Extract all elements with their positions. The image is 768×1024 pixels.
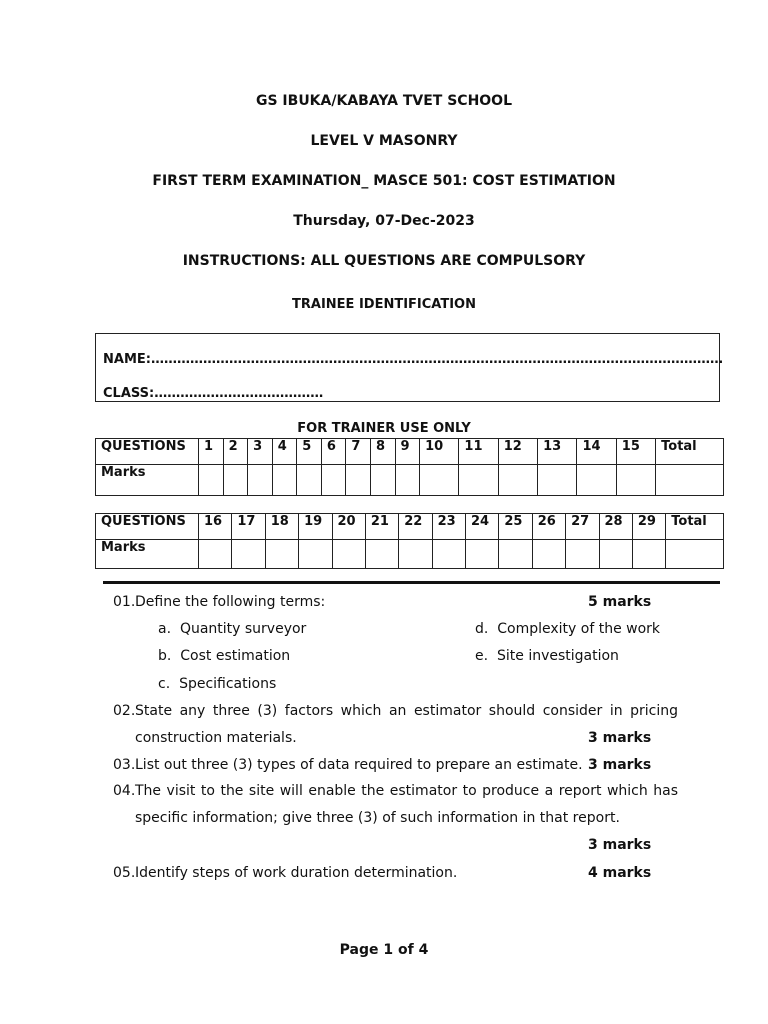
question-number: 04. (113, 783, 136, 799)
list-item: d. Complexity of the work (475, 621, 661, 637)
question-marks: 4 marks (588, 865, 652, 881)
marks-entry-cell[interactable] (399, 540, 432, 569)
question-number-cell: 26 (532, 514, 565, 540)
marks-entry-cell[interactable] (532, 540, 565, 569)
question-number-cell: 2 (223, 439, 248, 465)
marks-entry-cell[interactable] (265, 540, 298, 569)
marks-entry-cell[interactable] (248, 465, 273, 496)
exam-instructions: INSTRUCTIONS: ALL QUESTIONS ARE COMPULSORY (182, 253, 586, 269)
marks-entry-cell[interactable] (420, 465, 459, 496)
question-number-cell: 24 (466, 514, 499, 540)
question-number-cell: 11 (459, 439, 498, 465)
marks-row-label: Marks (96, 540, 199, 569)
marks-entry-cell[interactable] (223, 465, 248, 496)
marks-entry-cell[interactable] (199, 540, 232, 569)
marks-entry-cell[interactable] (321, 465, 346, 496)
question-number-cell: 29 (632, 514, 665, 540)
marks-row-label: Marks (96, 465, 199, 496)
marks-entry-cell[interactable] (632, 540, 665, 569)
question-text: construction materials. (135, 730, 297, 746)
questions-row-label: QUESTIONS (96, 439, 199, 465)
marks-entry-cell[interactable] (272, 465, 297, 496)
question-number-cell: 22 (399, 514, 432, 540)
question-number-cell: 16 (199, 514, 232, 540)
question-number-cell: 15 (616, 439, 655, 465)
marks-entry-cell[interactable] (346, 465, 371, 496)
trainee-identification-box (95, 333, 723, 402)
marks-entry-cell[interactable] (577, 465, 616, 496)
question-marks: 3 marks (588, 730, 652, 746)
marks-entry-cell[interactable] (566, 540, 599, 569)
marks-entry-cell[interactable] (538, 465, 577, 496)
school-name: GS IBUKA/KABAYA TVET SCHOOL (255, 93, 513, 109)
marks-entry-cell[interactable] (199, 465, 224, 496)
marks-entry-cell[interactable] (459, 465, 498, 496)
marks-entry-cell[interactable] (466, 540, 499, 569)
section-divider (103, 581, 720, 584)
question-number-cell: 7 (346, 439, 371, 465)
marks-entry-cell[interactable] (666, 540, 724, 569)
course-level: LEVEL V MASONRY (310, 133, 458, 149)
question-number: 01. (113, 594, 136, 610)
marks-table-1 (95, 438, 724, 496)
list-item: b. Cost estimation (158, 648, 291, 664)
question-text: List out three (3) types of data required to prepare an estimate. (135, 757, 583, 773)
marks-entry-cell[interactable] (499, 540, 532, 569)
question-number-cell: 6 (321, 439, 346, 465)
total-column-header: Total (656, 439, 724, 465)
list-item: a. Quantity surveyor (158, 621, 307, 637)
question-number-cell: 28 (599, 514, 632, 540)
marks-entry-cell[interactable] (297, 465, 322, 496)
question-text: State any three (3) factors which an estimator should consider in pricing (135, 703, 678, 719)
question-marks: 3 marks (588, 837, 652, 853)
question-text: Identify steps of work duration determination. (135, 865, 458, 881)
name-field[interactable]: NAME:…………………………………………………………………………………………………………………… (103, 352, 723, 367)
question-number-cell: 5 (297, 439, 322, 465)
marks-entry-cell[interactable] (498, 465, 537, 496)
question-number-cell: 1 (199, 439, 224, 465)
question-text: Define the following terms: (135, 594, 326, 610)
marks-entry-cell[interactable] (365, 540, 398, 569)
marks-entry-cell[interactable] (656, 465, 724, 496)
list-item: c. Specifications (158, 676, 277, 692)
trainee-identification-heading: TRAINEE IDENTIFICATION (292, 297, 476, 312)
marks-entry-cell[interactable] (370, 465, 395, 496)
question-number-cell: 8 (370, 439, 395, 465)
question-number-cell: 25 (499, 514, 532, 540)
marks-entry-cell[interactable] (395, 465, 420, 496)
question-number-cell: 9 (395, 439, 420, 465)
exam-date: Thursday, 07-Dec-2023 (293, 213, 475, 229)
marks-table-2 (95, 513, 724, 569)
class-field[interactable]: CLASS:………………………………… (103, 386, 324, 401)
question-number: 03. (113, 757, 136, 773)
question-number-cell: 14 (577, 439, 616, 465)
marks-entry-cell[interactable] (332, 540, 365, 569)
exam-title: FIRST TERM EXAMINATION_ MASCE 501: COST ESTIMATION (152, 173, 616, 189)
question-number-cell: 21 (365, 514, 398, 540)
marks-entry-cell[interactable] (432, 540, 465, 569)
page-number: Page 1 of 4 (339, 942, 429, 958)
question-number-cell: 17 (232, 514, 265, 540)
marks-entry-cell[interactable] (232, 540, 265, 569)
marks-entry-cell[interactable] (299, 540, 332, 569)
total-column-header: Total (666, 514, 724, 540)
question-number-cell: 18 (265, 514, 298, 540)
question-marks: 5 marks (588, 594, 652, 610)
question-number-cell: 19 (299, 514, 332, 540)
question-number-cell: 4 (272, 439, 297, 465)
marks-entry-cell[interactable] (599, 540, 632, 569)
question-number: 02. (113, 703, 136, 719)
questions-row-label: QUESTIONS (96, 514, 199, 540)
question-number: 05. (113, 865, 136, 881)
question-number-cell: 13 (538, 439, 577, 465)
question-number-cell: 12 (498, 439, 537, 465)
question-number-cell: 10 (420, 439, 459, 465)
question-number-cell: 3 (248, 439, 273, 465)
trainer-use-heading: FOR TRAINER USE ONLY (297, 421, 471, 436)
question-number-cell: 27 (566, 514, 599, 540)
question-number-cell: 20 (332, 514, 365, 540)
list-item: e. Site investigation (475, 648, 619, 664)
question-number-cell: 23 (432, 514, 465, 540)
marks-entry-cell[interactable] (616, 465, 655, 496)
question-text: specific information; give three (3) of such information in that report. (135, 810, 620, 826)
question-marks: 3 marks (588, 757, 652, 773)
question-text: The visit to the site will enable the estimator to produce a report which has (135, 783, 678, 799)
